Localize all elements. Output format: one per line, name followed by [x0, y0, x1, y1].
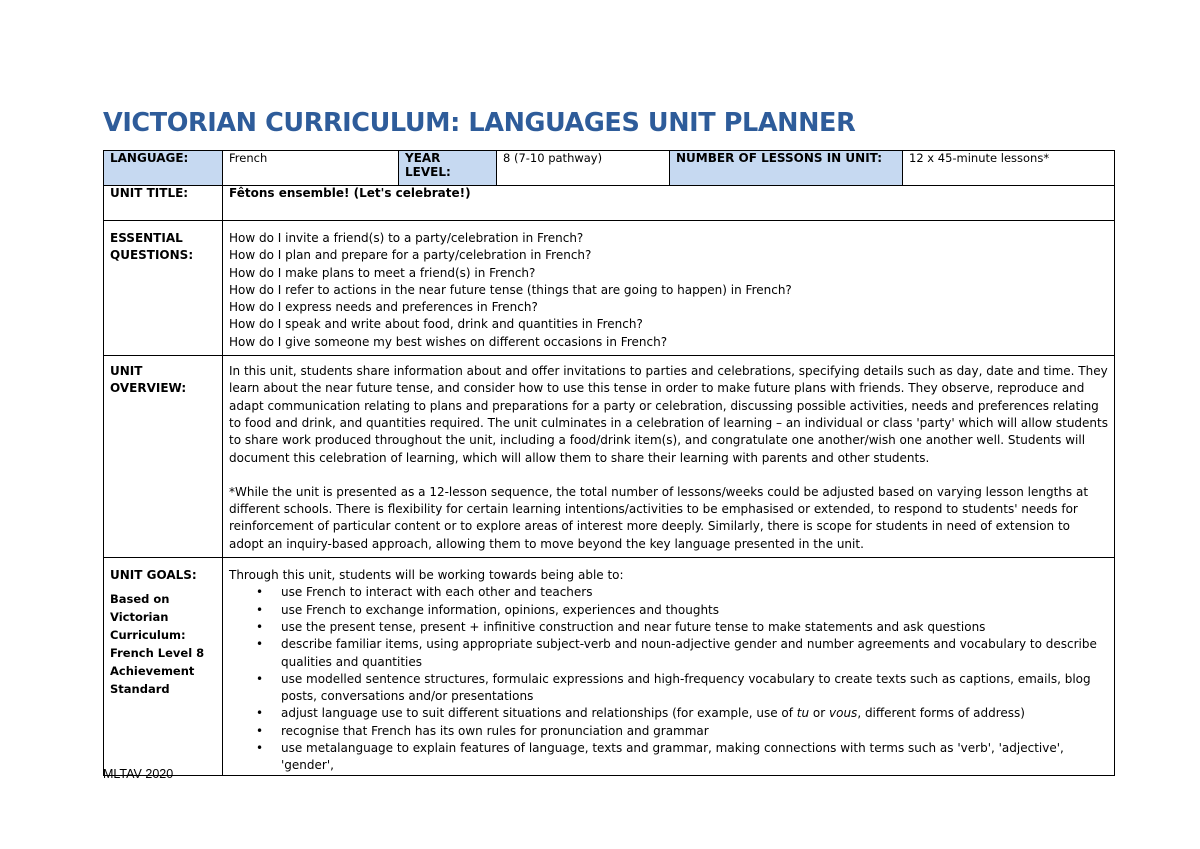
bullet-icon: •: [256, 585, 264, 600]
goal-item: • use French to interact with each other and teachers: [229, 584, 1108, 601]
unit-overview-label-line1: UNIT: [110, 364, 143, 379]
lessons-value: 12 x 45-minute lessons*: [903, 151, 1115, 186]
unit-goals-label-cell: [104, 558, 223, 776]
unit-overview-label-line2: OVERVIEW:: [110, 381, 187, 396]
overview-note-paragraph: *While the unit is presented as a 12-lesson sequence, the total number of lessons/weeks could be adjusted based on varying lesson lengths at different schools. There is flexibility for certain learning intentions/activities to be emphasised or extended, to respond to students' needs for reinforcement of particular content or to explore areas of interest more deeply. Similarly, there is scope for students in need of extension to adopt an inquiry-based approach, allowing them to move beyond the key language presented in the unit.: [229, 484, 1089, 551]
unit-overview-row: [104, 356, 1115, 558]
essential-questions-row: [104, 221, 1115, 356]
question-item: How do I express needs and preferences in French?: [229, 300, 538, 315]
goal-item: • use metalanguage to explain features of language, texts and grammar, making connections with terms such as 'verb', 'adjective', 'gender',: [256, 741, 1064, 773]
goal-item: • use modelled sentence structures, formulaic expressions and high-frequency vocabulary to create texts such as captions, emails, blog posts, conversations and/or presentations: [256, 671, 1091, 704]
goals-intro: Through this unit, students will be working towards being able to:: [229, 568, 624, 583]
unit-planner-table: [103, 150, 1115, 776]
goal-item: • recognise that French has its own rules for pronunciation and grammar: [229, 723, 1108, 740]
unit-goals-sub-label: Based on Victorian Curriculum: French Level 8 Achievement Standard: [110, 592, 205, 697]
goals-list: [229, 584, 1108, 774]
unit-goals-row: [104, 558, 1115, 776]
bullet-icon: •: [256, 741, 264, 756]
language-value: French: [223, 151, 399, 186]
unit-goals-content: [223, 558, 1115, 776]
page-title: VICTORIAN CURRICULUM: LANGUAGES UNIT PLANNER: [103, 108, 856, 138]
lessons-label: NUMBER OF LESSONS IN UNIT:: [670, 151, 903, 186]
essential-questions-label: [104, 221, 223, 356]
footer-text: MLTAV 2020: [103, 767, 174, 781]
bullet-icon: •: [256, 706, 264, 721]
bullet-icon: •: [256, 637, 264, 652]
year-level-value: 8 (7-10 pathway): [497, 151, 670, 186]
bullet-icon: •: [256, 602, 264, 617]
question-item: How do I plan and prepare for a party/celebration in French?: [229, 248, 592, 263]
language-label: LANGUAGE:: [104, 151, 223, 186]
essential-questions-label-line2: QUESTIONS:: [110, 248, 194, 263]
essential-questions-list: [223, 221, 1115, 356]
unit-title-label: UNIT TITLE:: [104, 186, 223, 221]
question-item: How do I speak and write about food, drink and quantities in French?: [229, 317, 643, 332]
essential-questions-label-line1: ESSENTIAL: [110, 231, 183, 245]
header-row: [104, 151, 1115, 186]
year-level-label: YEAR LEVEL:: [399, 151, 497, 186]
bullet-icon: •: [256, 671, 264, 686]
bullet-icon: •: [256, 723, 264, 738]
unit-goals-label: UNIT GOALS:: [110, 568, 197, 583]
goal-item: • describe familiar items, using appropriate subject-verb and noun-adjective gender and number agreements and vocabulary to describe qualities and quantities: [256, 637, 1097, 669]
question-item: How do I refer to actions in the near future tense (things that are going to happen) in French?: [229, 282, 792, 297]
goal-item: • use the present tense, present + infinitive construction and near future tense to make statements and ask questions: [229, 619, 1108, 636]
bullet-icon: •: [256, 619, 264, 634]
overview-paragraph: In this unit, students share information about and offer invitations to parties and celebrations, specifying details such as day, date and time. They learn about the near future tense, and consider how to use this tense in order to make future plans with friends. They observe, reproduce and adapt communication relating to plans and preparations for a party or celebration, discussing possible activities, needs and preferences relating to food and drink, and quantities required. The unit culminates in a celebration of learning – an individual or class 'party' which will allow students to share work produced throughout the unit, including a food/drink item(s), and congratulate one another/wish one another well. Students will document this celebration of learning, which will allow them to share their learning with parents and other students.: [229, 364, 1108, 465]
unit-overview-text: [223, 356, 1115, 558]
question-item: How do I give someone my best wishes on different occasions in French?: [229, 334, 668, 349]
unit-title-row: [104, 186, 1115, 221]
question-item: How do I invite a friend(s) to a party/celebration in French?: [229, 231, 584, 245]
goal-item: • adjust language use to suit different situations and relationships (for example, use of tu or vous, different forms of address): [229, 705, 1108, 722]
unit-overview-label: [104, 356, 223, 558]
unit-title-value: Fêtons ensemble! (Let's celebrate!): [223, 186, 1115, 221]
question-item: How do I make plans to meet a friend(s) in French?: [229, 265, 536, 280]
goal-item: • use French to exchange information, opinions, experiences and thoughts: [229, 602, 1108, 619]
